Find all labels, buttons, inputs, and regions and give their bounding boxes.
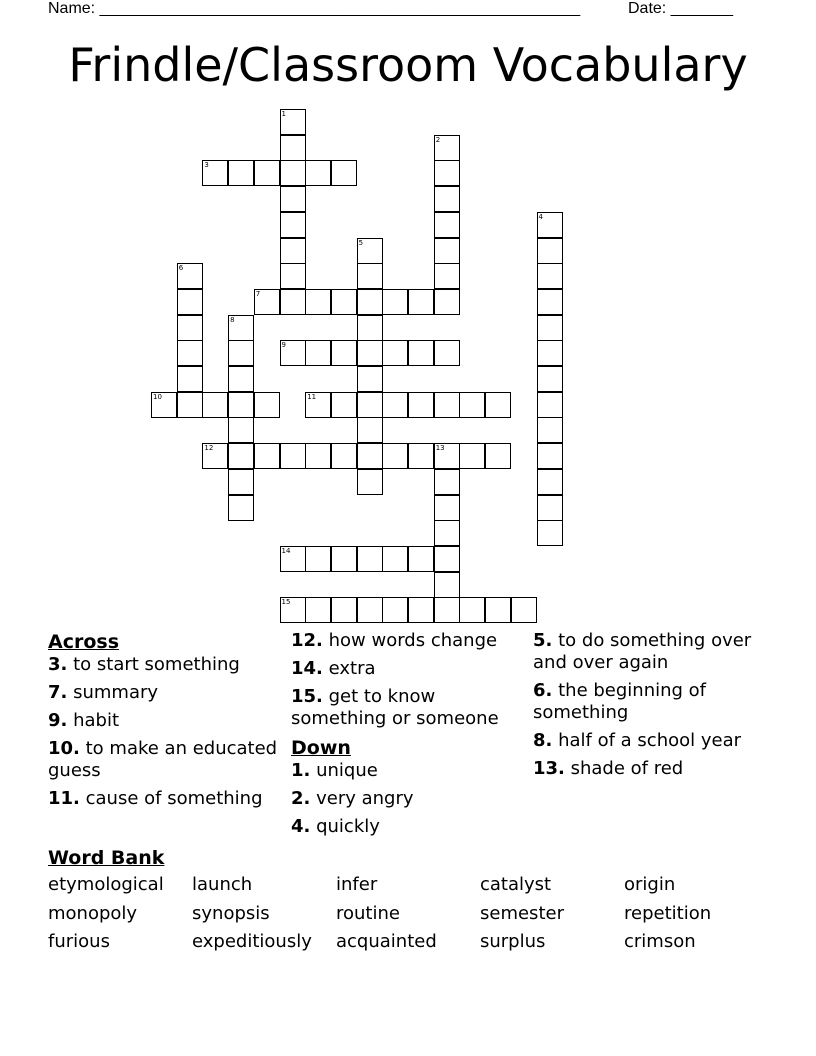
word-bank-item: repetition xyxy=(624,902,712,924)
grid-cell[interactable] xyxy=(228,340,254,366)
cell-number: 11 xyxy=(307,392,317,401)
clue-item xyxy=(48,710,278,732)
grid-cell[interactable] xyxy=(382,340,408,366)
grid-cell[interactable] xyxy=(357,340,383,366)
grid-cell[interactable] xyxy=(382,443,408,469)
grid-cell[interactable] xyxy=(305,443,331,469)
grid-cell[interactable] xyxy=(434,160,460,186)
clue-number: 14. xyxy=(291,658,323,679)
grid-cell[interactable] xyxy=(177,263,203,289)
page-title: Frindle/Classroom Vocabulary xyxy=(68,38,748,92)
grid-cell[interactable] xyxy=(280,135,306,161)
cell-number: 9 xyxy=(281,341,286,350)
word-bank-item: routine xyxy=(336,902,400,924)
grid-cell[interactable] xyxy=(434,572,460,598)
grid-cell[interactable] xyxy=(459,392,485,418)
clue-item xyxy=(533,630,763,674)
grid-cell[interactable] xyxy=(434,469,460,495)
grid-cell[interactable] xyxy=(408,597,434,623)
grid-cell[interactable] xyxy=(537,315,563,341)
clue-text: the beginning of something xyxy=(533,680,707,723)
word-bank-item: infer xyxy=(336,874,378,895)
word-bank-item: crimson xyxy=(624,931,696,952)
grid-cell[interactable] xyxy=(305,597,331,623)
grid-cell[interactable] xyxy=(280,160,306,186)
name-field-label: Name: ______________________________________________________ xyxy=(48,0,581,17)
grid-cell[interactable] xyxy=(177,392,203,418)
clues-column-1 xyxy=(48,630,278,816)
cell-number: 8 xyxy=(230,315,235,324)
grid-cell[interactable] xyxy=(434,546,460,572)
grid-cell[interactable] xyxy=(331,597,357,623)
grid-cell[interactable] xyxy=(434,597,460,623)
clue-item xyxy=(291,686,523,730)
clues-column-3 xyxy=(533,630,763,786)
grid-cell[interactable] xyxy=(151,392,177,418)
clue-text: extra xyxy=(322,658,376,679)
word-bank-item: monopoly xyxy=(48,902,138,924)
grid-cell[interactable] xyxy=(357,315,383,341)
clue-text: shade of red xyxy=(564,758,684,779)
grid-cell[interactable] xyxy=(434,238,460,264)
cell-number: 7 xyxy=(255,289,261,298)
grid-cell[interactable] xyxy=(537,520,563,546)
grid-cell[interactable] xyxy=(357,289,383,315)
grid-cell[interactable] xyxy=(357,597,383,623)
grid-cell[interactable] xyxy=(357,263,383,289)
date-field-label: Date: _______ xyxy=(628,0,733,17)
grid-cell[interactable] xyxy=(280,109,306,135)
clue-item xyxy=(533,680,763,724)
across-heading: Across xyxy=(48,631,120,653)
cell-number: 3 xyxy=(204,161,209,170)
grid-cell[interactable] xyxy=(254,443,280,469)
cell-number: 1 xyxy=(281,110,286,118)
clue-number: 5. xyxy=(533,630,553,651)
grid-cell[interactable] xyxy=(254,289,280,315)
grid-cell[interactable] xyxy=(305,546,331,572)
grid-cell[interactable] xyxy=(537,238,563,264)
grid-cell[interactable] xyxy=(434,263,460,289)
word-bank-item: furious xyxy=(48,931,110,952)
grid-cell[interactable] xyxy=(485,443,511,469)
clue-text: summary xyxy=(67,682,159,703)
grid-cell[interactable] xyxy=(177,366,203,392)
grid-cell[interactable] xyxy=(434,289,460,315)
grid-cell[interactable] xyxy=(434,212,460,238)
grid-cell[interactable] xyxy=(511,597,537,623)
grid-cell[interactable] xyxy=(331,160,357,186)
word-bank-item: synopsis xyxy=(192,902,270,924)
grid-cell[interactable] xyxy=(537,443,563,469)
grid-cell[interactable] xyxy=(280,546,306,572)
grid-cell[interactable] xyxy=(331,443,357,469)
clue-item xyxy=(533,758,763,780)
cell-number: 6 xyxy=(178,264,184,273)
clue-number: 9. xyxy=(48,710,68,731)
clue-text: to start something xyxy=(67,654,240,675)
grid-cell[interactable] xyxy=(177,315,203,341)
grid-cell[interactable] xyxy=(459,597,485,623)
cell-number: 15 xyxy=(281,598,291,607)
cell-number: 2 xyxy=(435,135,441,144)
clue-number: 11. xyxy=(48,788,80,809)
clue-item xyxy=(533,730,763,752)
grid-cell[interactable] xyxy=(228,443,254,469)
clue-number: 1. xyxy=(291,760,311,781)
clue-item xyxy=(291,788,523,810)
grid-cell[interactable] xyxy=(382,289,408,315)
grid-cell[interactable] xyxy=(202,443,228,469)
cell-number: 10 xyxy=(153,392,162,401)
grid-cell[interactable] xyxy=(485,392,511,418)
grid-cell[interactable] xyxy=(408,289,434,315)
grid-cell[interactable] xyxy=(537,392,563,418)
cell-number: 12 xyxy=(204,444,214,453)
grid-cell[interactable] xyxy=(228,160,254,186)
down-heading: Down xyxy=(291,737,351,759)
grid-cell[interactable] xyxy=(408,392,434,418)
grid-cell[interactable] xyxy=(228,417,254,443)
clue-text: quickly xyxy=(310,816,380,837)
word-bank-item: semester xyxy=(480,902,564,924)
grid-cell[interactable] xyxy=(537,366,563,392)
grid-cell[interactable] xyxy=(331,340,357,366)
grid-cell[interactable] xyxy=(254,392,280,418)
clue-number: 2. xyxy=(291,788,311,809)
grid-cell[interactable] xyxy=(357,392,383,418)
grid-cell[interactable] xyxy=(357,417,383,443)
grid-cell[interactable] xyxy=(305,289,331,315)
grid-cell[interactable] xyxy=(408,340,434,366)
grid-cell[interactable] xyxy=(382,546,408,572)
grid-cell[interactable] xyxy=(537,289,563,315)
clue-number: 6. xyxy=(533,680,553,701)
grid-cell[interactable] xyxy=(537,417,563,443)
word-bank-item: catalyst xyxy=(480,874,552,895)
grid-cell[interactable] xyxy=(382,597,408,623)
clues-column-2 xyxy=(291,630,523,844)
clue-item xyxy=(291,630,523,652)
grid-cell[interactable] xyxy=(408,546,434,572)
grid-cell[interactable] xyxy=(280,443,306,469)
clue-number: 12. xyxy=(291,630,323,651)
grid-cell[interactable] xyxy=(537,340,563,366)
grid-cell[interactable] xyxy=(434,186,460,212)
clue-text: habit xyxy=(67,710,120,731)
grid-cell[interactable] xyxy=(280,340,306,366)
grid-cell[interactable] xyxy=(177,289,203,315)
clue-item xyxy=(48,654,278,676)
cell-number: 13 xyxy=(435,444,445,453)
clue-text: how words change xyxy=(322,630,498,651)
grid-cell[interactable] xyxy=(382,392,408,418)
clue-number: 8. xyxy=(533,730,553,751)
clue-text: get to know something or someone xyxy=(291,686,499,729)
grid-cell[interactable] xyxy=(228,495,254,521)
clue-number: 7. xyxy=(48,682,68,703)
clue-item xyxy=(48,682,278,704)
grid-cell[interactable] xyxy=(434,443,460,469)
clue-item xyxy=(48,738,278,782)
grid-cell[interactable] xyxy=(280,263,306,289)
grid-cell[interactable] xyxy=(280,289,306,315)
clue-text: cause of something xyxy=(79,788,263,809)
grid-cell[interactable] xyxy=(331,546,357,572)
grid-cell[interactable] xyxy=(202,160,228,186)
grid-cell[interactable] xyxy=(434,340,460,366)
clue-number: 15. xyxy=(291,686,323,707)
grid-cell[interactable] xyxy=(331,289,357,315)
grid-cell[interactable] xyxy=(228,366,254,392)
clue-item xyxy=(291,816,523,838)
grid-cell[interactable] xyxy=(357,546,383,572)
cell-number: 14 xyxy=(281,546,291,555)
grid-cell[interactable] xyxy=(357,238,383,264)
clue-item xyxy=(291,658,523,680)
grid-cell[interactable] xyxy=(254,160,280,186)
grid-cell[interactable] xyxy=(434,135,460,161)
grid-cell[interactable] xyxy=(434,495,460,521)
clue-text: half of a school year xyxy=(552,730,742,751)
grid-cell[interactable] xyxy=(280,238,306,264)
clue-number: 10. xyxy=(48,738,80,759)
grid-cell[interactable] xyxy=(280,597,306,623)
clue-text: unique xyxy=(310,760,378,781)
word-bank-item: surplus xyxy=(480,931,546,952)
grid-cell[interactable] xyxy=(305,340,331,366)
grid-cell[interactable] xyxy=(280,212,306,238)
word-bank-title: Word Bank xyxy=(48,847,165,869)
word-bank-item: etymological xyxy=(48,874,164,895)
grid-cell[interactable] xyxy=(280,186,306,212)
clue-text: to do something over and over again xyxy=(533,630,752,673)
grid-cell[interactable] xyxy=(459,443,485,469)
word-bank-item: acquainted xyxy=(336,931,437,952)
grid-cell[interactable] xyxy=(202,392,228,418)
grid-cell[interactable] xyxy=(177,340,203,366)
word-bank-item: launch xyxy=(192,874,253,895)
grid-cell[interactable] xyxy=(228,469,254,495)
word-bank-item: origin xyxy=(624,874,676,895)
grid-cell[interactable] xyxy=(537,495,563,521)
clue-number: 3. xyxy=(48,654,68,675)
grid-cell[interactable] xyxy=(434,392,460,418)
clue-item xyxy=(48,788,278,810)
clue-number: 13. xyxy=(533,758,565,779)
clue-text: very angry xyxy=(310,788,414,809)
word-bank-item: expeditiously xyxy=(192,931,312,952)
grid-cell[interactable] xyxy=(357,366,383,392)
cell-number: 5 xyxy=(358,238,364,247)
grid-cell[interactable] xyxy=(228,315,254,341)
grid-cell[interactable] xyxy=(537,469,563,495)
grid-cell[interactable] xyxy=(357,443,383,469)
clue-text: to make an educated guess xyxy=(48,738,278,781)
clue-number: 4. xyxy=(291,816,311,837)
clue-item xyxy=(291,760,523,782)
grid-cell[interactable] xyxy=(305,392,331,418)
grid-cell[interactable] xyxy=(331,392,357,418)
grid-cell[interactable] xyxy=(485,597,511,623)
grid-cell[interactable] xyxy=(434,520,460,546)
grid-cell[interactable] xyxy=(228,392,254,418)
grid-cell[interactable] xyxy=(305,160,331,186)
grid-cell[interactable] xyxy=(537,212,563,238)
grid-cell[interactable] xyxy=(357,469,383,495)
grid-cell[interactable] xyxy=(408,443,434,469)
grid-cell[interactable] xyxy=(537,263,563,289)
cell-number: 4 xyxy=(538,212,543,221)
